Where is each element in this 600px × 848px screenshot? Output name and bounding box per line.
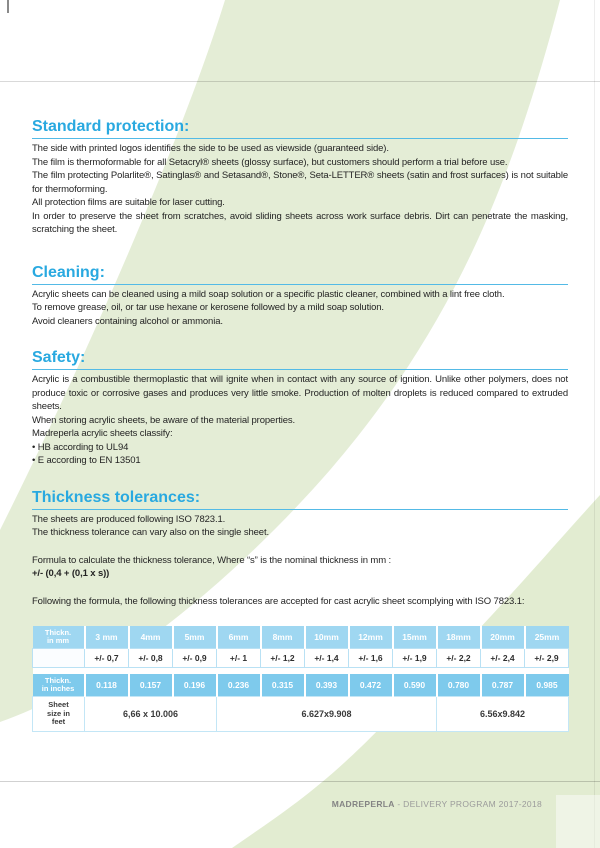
sheet-size-row: [33, 697, 569, 732]
paragraph: The sheets are produced following ISO 7823.1.: [32, 513, 226, 525]
size-header: 12mm: [349, 626, 393, 649]
sheet-size-value: 6.627x9.908: [217, 697, 437, 732]
formula-intro: Formula to calculate the thickness tolerance, Where “s” is the nominal thickness in mm :: [32, 554, 392, 566]
inches-value: 0.196: [173, 674, 217, 697]
page-bottom-edge-line: [0, 781, 600, 782]
inches-value: 0.393: [305, 674, 349, 697]
tolerance-value: +/- 1,6: [349, 649, 393, 668]
section-body-standard-protection: [32, 142, 568, 237]
footer: [332, 799, 542, 809]
page-right-edge-line: [594, 0, 595, 848]
paragraph: When storing acrylic sheets, be aware of the material properties.: [32, 414, 296, 426]
tolerance-value: +/- 1: [217, 649, 261, 668]
size-header: 25mm: [525, 626, 569, 649]
size-header: 10mm: [305, 626, 349, 649]
inches-value: 0.985: [525, 674, 569, 697]
sheet-label-line: feet: [51, 717, 66, 727]
header-label-line: in mm: [46, 636, 70, 645]
paragraph: Avoid cleaners containing alcohol or ammonia.: [32, 315, 223, 327]
inches-value: 0.315: [261, 674, 305, 697]
tolerance-value: +/- 2,2: [437, 649, 481, 668]
sheet-label-line: Sheet: [48, 700, 69, 710]
blank-line: [32, 540, 568, 554]
table-header-row: [33, 626, 569, 649]
paragraph: The thickness tolerance can vary also on the single sheet.: [32, 527, 270, 538]
inches-label-line: Thickn.: [44, 675, 72, 685]
footer-brand: MADREPERLA: [331, 799, 395, 809]
sheet-size-value: 6,66 x 10.006: [85, 697, 217, 732]
paragraph: All protection films are suitable for laser cutting.: [32, 197, 225, 208]
inches-value: 0.590: [393, 674, 437, 697]
tolerance-value: +/- 0,8: [129, 649, 173, 668]
inches-value: 0.472: [349, 674, 393, 697]
paragraph: In order to preserve the sheet from scratches, avoid sliding sheets across work surface debris. Dirt can penetrate the masking, scratching the sheet.: [32, 210, 568, 235]
section-heading-cleaning: Cleaning:: [32, 263, 568, 285]
tolerance-value: +/- 0,7: [85, 649, 129, 668]
section-heading-thickness-tolerances: Thickness tolerances:: [32, 488, 568, 510]
scan-artifact-tick: [7, 0, 9, 13]
inches-value: 0.780: [437, 674, 481, 697]
header-label-cell: [33, 626, 85, 649]
tolerance-value: +/- 1,9: [393, 649, 437, 668]
inches-value: 0.157: [129, 674, 173, 697]
sheet-size-label-cell: [33, 697, 85, 732]
formula: +/- (0,4 + (0,1 x s)): [32, 568, 110, 579]
section-body-safety: [32, 373, 568, 468]
tolerance-row: [33, 649, 569, 668]
tolerance-value: +/- 1,2: [261, 649, 305, 668]
following-note: Following the formula, the following thickness tolerances are accepted for cast acrylic sheet scomplying with ISO 7823.1:: [32, 595, 525, 607]
tolerance-value: +/- 0,9: [173, 649, 217, 668]
section-body-cleaning: [32, 288, 568, 329]
tolerance-value: +/- 2,9: [525, 649, 569, 668]
bullet-item: • E according to EN 13501: [32, 455, 141, 466]
paragraph: Madreperla acrylic sheets classify:: [32, 428, 173, 439]
paragraph: Acrylic sheets can be cleaned using a mild soap solution or a specific plastic cleaner, combined with a lint free cloth.: [32, 288, 505, 300]
size-header: 8mm: [261, 626, 305, 649]
section-safety: [32, 348, 568, 468]
empty-cell: [33, 649, 85, 668]
tolerance-value: +/- 2,4: [481, 649, 525, 668]
sheet-size-value: 6.56x9.842: [437, 697, 569, 732]
size-header: 3 mm: [85, 626, 129, 649]
section-heading-standard-protection: Standard protection:: [32, 117, 568, 139]
section-body-thickness-tolerances: [32, 513, 568, 609]
inches-value: 0.118: [85, 674, 129, 697]
section-cleaning: [32, 263, 568, 329]
size-header: 6mm: [217, 626, 261, 649]
paragraph: The film is thermoformable for all Setacryl® sheets (glossy surface), but customers should perform a trial before use.: [32, 156, 508, 168]
size-header: 20mm: [481, 626, 525, 649]
header-label-line: Thickn.: [44, 627, 72, 637]
inches-row: [33, 674, 569, 697]
thickness-tolerance-table: [32, 626, 569, 732]
size-header: 18mm: [437, 626, 481, 649]
inches-label-line: in inches: [41, 684, 75, 693]
inches-label-cell: [33, 674, 85, 697]
section-thickness-tolerances: [32, 488, 568, 733]
scan-corner-highlight: [556, 795, 600, 848]
paragraph: The side with printed logos identifies the side to be used as viewside (guaranteed side).: [32, 143, 389, 154]
blank-line: [32, 581, 568, 595]
inches-value: 0.787: [481, 674, 525, 697]
section-standard-protection: [32, 117, 568, 237]
size-header: 4mm: [129, 626, 173, 649]
inches-value: 0.236: [217, 674, 261, 697]
section-heading-safety: Safety:: [32, 348, 568, 370]
paragraph: Acrylic is a combustible thermoplastic that will ignite when in contact with any source of ignition. Unlike other polymers, does not produce toxic or corrosive gases and produces very little smoke. Production of molten droplets is reduced compared to extruded sheets.: [32, 374, 568, 412]
size-header: 5mm: [173, 626, 217, 649]
bullet-item: • HB according to UL94: [32, 441, 129, 453]
page-content: [32, 0, 568, 732]
paragraph: The film protecting Polarlite®, Satinglas® and Setasand®, Stone®, Seta-LETTER® sheets (satin and frost surfaces) is not suitable for thermoforming.: [32, 170, 568, 195]
sheet-label-line: size in: [47, 708, 70, 718]
paragraph: To remove grease, oil, or tar use hexane or kerosene followed by a mild soap solution.: [32, 302, 384, 313]
tolerance-value: +/- 1,4: [305, 649, 349, 668]
size-header: 15mm: [393, 626, 437, 649]
footer-program: - DELIVERY PROGRAM 2017-2018: [397, 799, 542, 809]
